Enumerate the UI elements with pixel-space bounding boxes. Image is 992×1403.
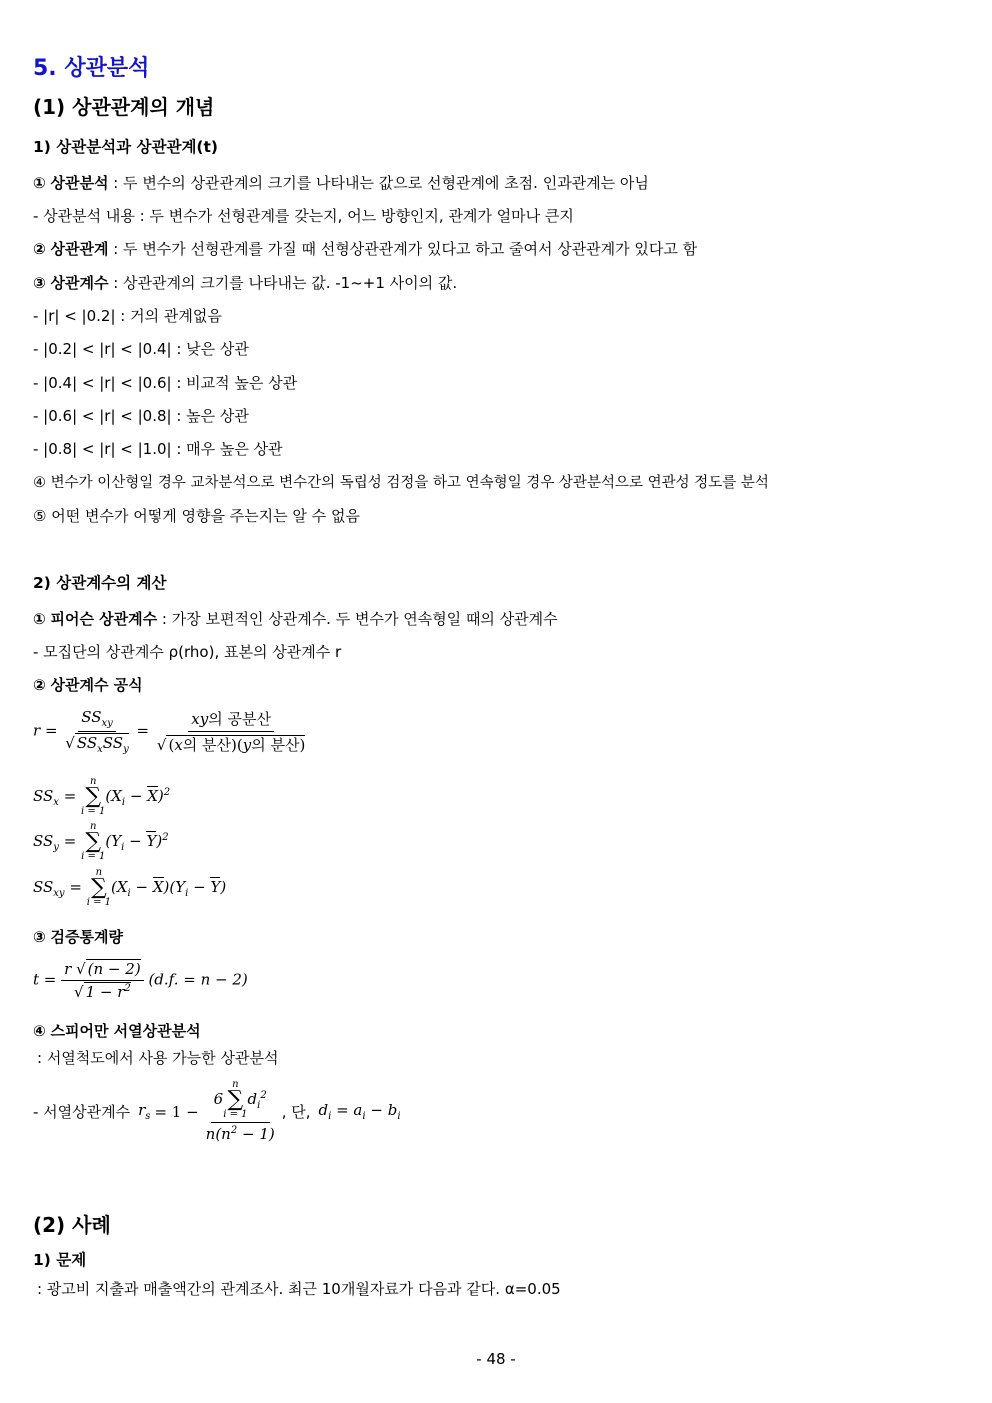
item-term: 피어슨 상관계수 [50,610,158,628]
formula-ssy: $SS_y$ = n ∑ i = 1 $(Y_i - Y)^2$ [33,821,169,862]
range-line: - |0.4| < |r| < |0.6| : 비교적 높은 상관 [33,374,298,392]
range-line: - |0.6| < |r| < |0.8| : 높은 상관 [33,407,249,425]
range-line: - |r| < |0.2| : 거의 관계없음 [33,307,222,325]
note-line: - 모집단의 상관계수 ρ(rho), 표본의 상관계수 r [33,643,342,661]
problem-text: : 광고비 지출과 매출액간의 관계조사. 최근 10개월자료가 다음과 같다. α=0.05 [37,1280,561,1298]
part1-title: (1) 상관관계의 개념 [33,95,215,119]
part2-title: (2) 사례 [33,1213,111,1237]
item-mark: ② [33,240,46,258]
item-text: : 가장 보편적인 상관계수. 두 변수가 연속형일 때의 상관계수 [161,610,558,628]
page-number: - 48 - [476,1350,516,1368]
item-text: 어떤 변수가 어떻게 영향을 주는지는 알 수 없음 [51,507,360,525]
list-item [33,609,558,629]
formula-r: r = $\frac{SS_{xy}}{√ SS_xSS_y}$ = $\frac{\text{xy의 공분산}}{\text{√ (x의 분산)(y의 분산)}}$ [33,708,306,755]
item-term: 상관계수 공식 [50,676,143,694]
item-mark: ③ [33,928,46,946]
item-mark: ① [33,174,46,192]
item-term: 스피어만 서열상관분석 [50,1022,201,1040]
subsection-title: 2) 상관계수의 계산 [33,574,167,592]
subsection-title: 1) 문제 [33,1251,87,1269]
formula-ssx: $SS_x$ = n ∑ i = 1 $(X_i - X)^2$ [33,776,171,817]
item-mark: ④ [33,475,46,491]
formula-spearman: - 서열상관계수 $r_s$ = 1 − 6 n ∑ i = 1 $d_i^2$ $n(n^2 - 1)$ , 단, $d_i = a_i - b_i$ [33,1079,401,1143]
list-item [33,927,123,947]
item-text: 변수가 이산형일 경우 교차분석으로 변수간의 독립성 검정을 하고 연속형일 경우 상관분석으로 연관성 정도를 분석 [50,475,769,491]
subsection-title: 1) 상관분석과 상관관계(t) [33,138,218,156]
list-item [33,473,769,493]
item-mark: ① [33,610,46,628]
item-mark: ② [33,676,46,694]
formula-ssxy: $SS_{xy}$ = n ∑ i = 1 $(X_i - X)(Y_i - Y)$ [33,867,227,908]
item-term: 상관관계 [50,240,109,258]
item-term: 상관분석 [50,174,109,192]
item-text: : 상관관계의 크기를 나타내는 값. -1~+1 사이의 값. [113,274,458,292]
item-mark: ④ [33,1022,46,1040]
note-line: - 상관분석 내용 : 두 변수가 선형관계를 갖는지, 어느 방향인지, 관계가 얼마나 큰지 [33,207,574,225]
list-item [33,1021,201,1041]
list-item [33,173,649,193]
list-item [33,273,457,293]
list-item [33,239,697,259]
section-title: 5. 상관분석 [33,56,150,81]
formula-t: t = $\frac{r √ (n - 2)}{√ 1 - r^2}$ (d.f. = n − 2) [33,960,248,1001]
item-mark: ⑤ [33,507,47,525]
item-term: 상관계수 [50,274,109,292]
list-item [33,675,143,695]
item-text: : 두 변수가 선형관계를 가질 때 선형상관관계가 있다고 하고 줄여서 상관관계가 있다고 함 [113,240,698,258]
range-line: - |0.8| < |r| < |1.0| : 매우 높은 상관 [33,440,283,458]
list-item [33,506,360,526]
item-mark: ③ [33,274,46,292]
item-text: : 두 변수의 상관관계의 크기를 나타내는 값으로 선형관계에 초점. 인과관계는 아님 [113,174,649,192]
item-term: 검증통계량 [50,928,123,946]
note-line: : 서열척도에서 사용 가능한 상관분석 [37,1049,279,1067]
range-line: - |0.2| < |r| < |0.4| : 낮은 상관 [33,340,249,358]
